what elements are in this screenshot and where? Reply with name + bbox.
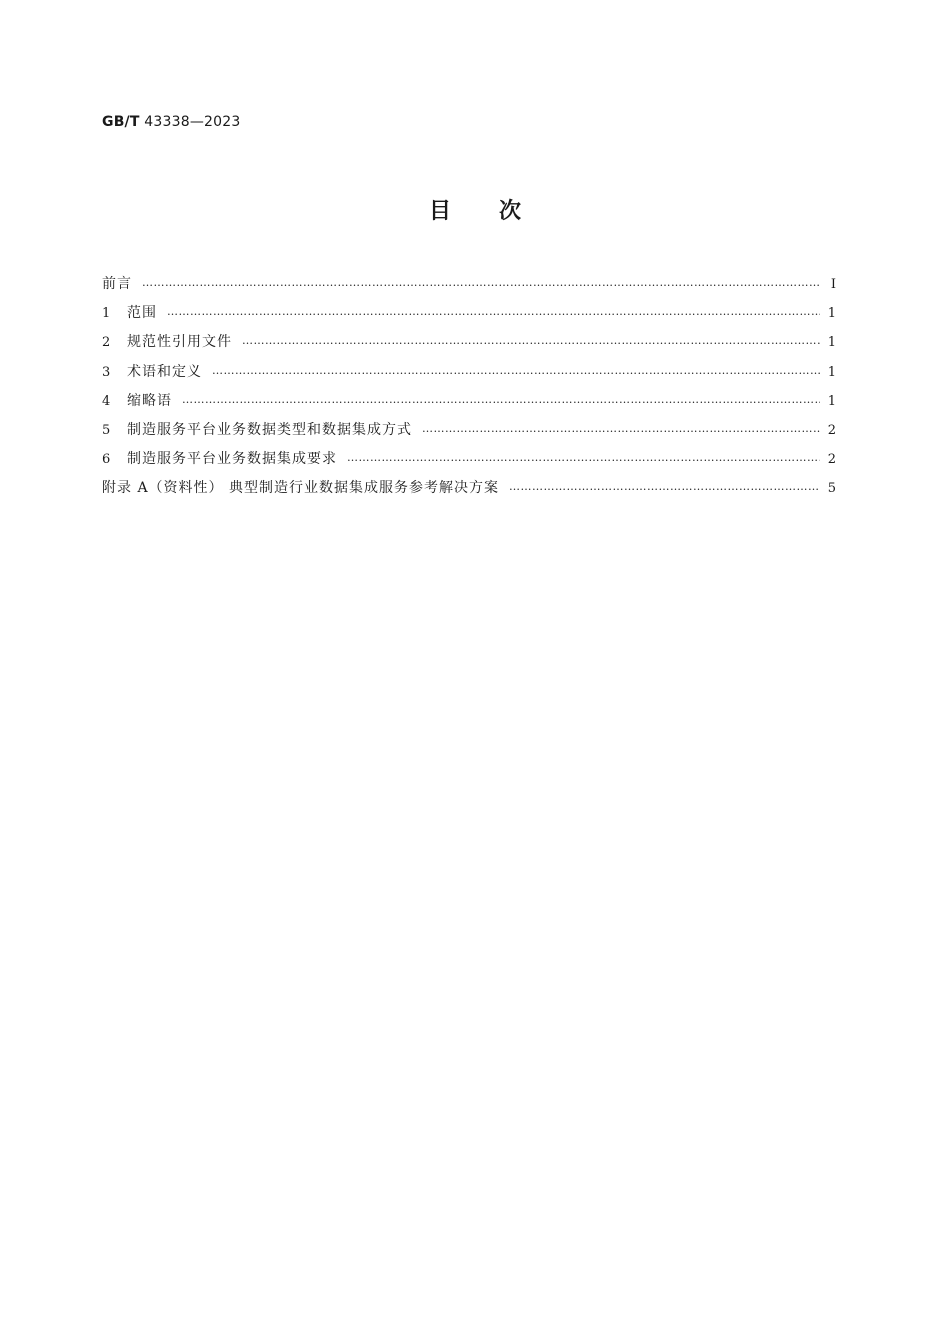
toc-leader-dots bbox=[242, 334, 820, 347]
toc-entry-page: 1 bbox=[827, 393, 836, 409]
toc-leader-dots bbox=[167, 305, 820, 318]
toc-entry-label: 制造服务平台业务数据集成要求 bbox=[127, 451, 337, 468]
toc-entry-label: 缩略语 bbox=[127, 392, 172, 409]
toc-leader-dots bbox=[142, 276, 820, 289]
toc-entry-1[interactable] bbox=[102, 302, 836, 331]
toc-entry-2[interactable] bbox=[102, 331, 836, 360]
toc-leader-dots bbox=[422, 422, 820, 435]
toc-entry-label: 附录 A（资料性） 典型制造行业数据集成服务参考解决方案 bbox=[102, 480, 500, 497]
toc-entry-foreword[interactable] bbox=[102, 273, 836, 302]
document-code bbox=[102, 114, 240, 130]
toc-entry-appendix-a[interactable] bbox=[102, 477, 836, 506]
toc-entry-number: 5 bbox=[102, 422, 111, 438]
toc-leader-dots bbox=[212, 364, 820, 377]
toc-entry-page: 2 bbox=[827, 452, 836, 468]
page-title: 目次 bbox=[428, 199, 569, 224]
document-code-prefix: GB/T bbox=[102, 114, 140, 130]
toc-entry-label: 前言 bbox=[102, 276, 132, 292]
toc-leader-dots bbox=[182, 393, 820, 406]
toc-entry-label: 范围 bbox=[127, 305, 157, 322]
toc-entry-number: 6 bbox=[102, 452, 111, 468]
toc-entry-number: 3 bbox=[102, 364, 111, 380]
toc-entry-6[interactable] bbox=[102, 448, 836, 477]
toc-entry-label: 术语和定义 bbox=[127, 363, 202, 380]
toc-leader-dots bbox=[347, 451, 820, 464]
toc-entry-4[interactable] bbox=[102, 390, 836, 419]
toc-entry-label: 制造服务平台业务数据类型和数据集成方式 bbox=[127, 421, 412, 438]
toc-entry-page: 5 bbox=[827, 481, 836, 497]
toc-entry-number: 1 bbox=[102, 306, 111, 322]
toc-entry-page: 1 bbox=[827, 335, 836, 351]
toc-entry-label: 规范性引用文件 bbox=[127, 334, 232, 351]
toc-entry-number: 4 bbox=[102, 393, 111, 409]
table-of-contents bbox=[102, 273, 836, 507]
toc-entry-page: 1 bbox=[827, 364, 836, 380]
toc-entry-number: 2 bbox=[102, 335, 111, 351]
toc-entry-page: 1 bbox=[827, 306, 836, 322]
toc-entry-3[interactable] bbox=[102, 361, 836, 390]
document-code-number: 43338—2023 bbox=[144, 114, 241, 130]
toc-leader-dots bbox=[509, 480, 820, 493]
toc-entry-page: Ⅰ bbox=[830, 277, 836, 292]
toc-entry-page: 2 bbox=[827, 422, 836, 438]
toc-entry-5[interactable] bbox=[102, 419, 836, 448]
